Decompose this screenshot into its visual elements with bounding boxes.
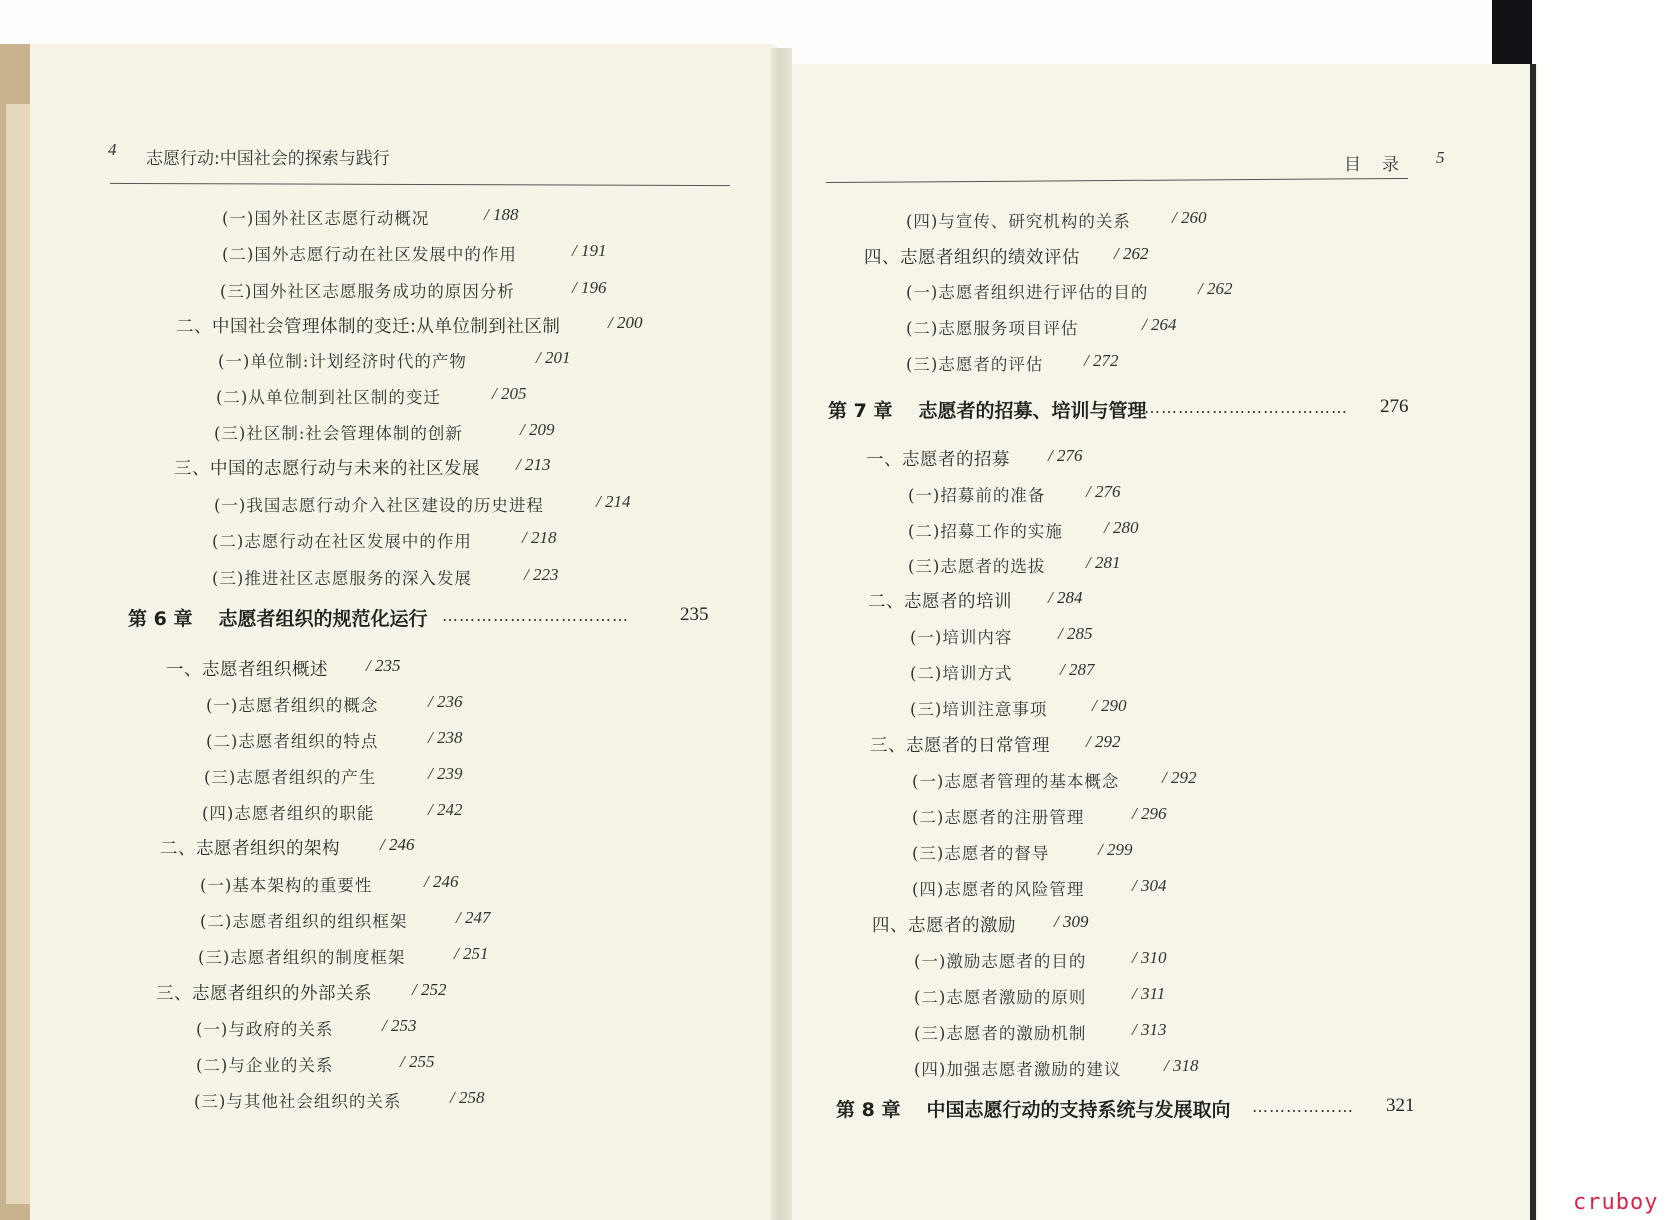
toc-entry: (四)志愿者组织的职能 / 242 xyxy=(202,800,463,823)
left-running-header: 志愿行动:中国社会的探索与践行 xyxy=(146,149,390,169)
toc-chapter-heading: 第 8 章 中国志愿行动的支持系统与发展取向 ……………… 321 xyxy=(836,1095,1415,1121)
toc-entry: (二)国外志愿行动在社区发展中的作用 / 191 xyxy=(222,241,607,264)
toc-entry: (二)培训方式 / 287 xyxy=(910,660,1095,683)
right-page-number: 5 xyxy=(1436,148,1445,167)
cover-inner xyxy=(6,104,32,1204)
toc-entry: (一)单位制:计划经济时代的产物 / 201 xyxy=(218,348,571,371)
toc-entry: (三)志愿者的选拔 / 281 xyxy=(908,553,1121,576)
toc-entry: (四)志愿者的风险管理 / 304 xyxy=(912,876,1167,899)
left-page-number: 4 xyxy=(108,140,117,159)
toc-entry: (三)培训注意事项 / 290 xyxy=(910,696,1127,719)
toc-entry: (二)志愿者组织的特点 / 238 xyxy=(206,728,463,751)
toc-entry: (二)志愿者组织的组织框架 / 247 xyxy=(200,908,491,931)
toc-section: 一、志愿者组织概述 / 235 xyxy=(166,656,401,680)
toc-section: 二、志愿者的培训 / 284 xyxy=(868,588,1083,612)
toc-entry: (一)志愿者组织的概念 / 236 xyxy=(206,692,463,715)
toc-section: 三、中国的志愿行动与未来的社区发展 / 213 xyxy=(174,455,551,479)
toc-entry: (一)激励志愿者的目的 / 310 xyxy=(914,948,1167,971)
page-edge-shadow xyxy=(1530,64,1536,1220)
toc-entry: (一)志愿者组织进行评估的目的 / 262 xyxy=(906,279,1233,302)
toc-entry: (一)志愿者管理的基本概念 / 292 xyxy=(912,768,1197,791)
toc-entry: (二)志愿行动在社区发展中的作用 / 218 xyxy=(212,528,557,551)
toc-entry: (三)志愿者的激励机制 / 313 xyxy=(914,1020,1167,1043)
toc-entry: (二)与企业的关系 / 255 xyxy=(196,1052,435,1075)
toc-section: 二、志愿者组织的架构 / 246 xyxy=(160,835,415,859)
toc-entry: (一)基本架构的重要性 / 246 xyxy=(200,872,459,895)
toc-entry: (三)志愿者的评估 / 272 xyxy=(906,351,1119,374)
toc-section: 四、志愿者组织的绩效评估 / 262 xyxy=(864,244,1149,268)
toc-entry: (二)志愿者激励的原则 / 311 xyxy=(914,984,1166,1007)
toc-entry: (三)志愿者组织的产生 / 239 xyxy=(204,764,463,787)
toc-section: 一、志愿者的招募 / 276 xyxy=(866,446,1083,470)
book-gutter xyxy=(770,48,792,1220)
toc-entry: (二)志愿者的注册管理 / 296 xyxy=(912,804,1167,827)
toc-entry: (一)我国志愿行动介入社区建设的历史进程 / 214 xyxy=(214,492,631,515)
toc-entry: (三)志愿者的督导 / 299 xyxy=(912,840,1133,863)
toc-entry: (四)加强志愿者激励的建议 / 318 xyxy=(914,1056,1199,1079)
toc-section: 四、志愿者的激励 / 309 xyxy=(872,912,1089,936)
toc-entry: (三)与其他社会组织的关系 / 258 xyxy=(194,1088,485,1111)
right-running-header: 目 录 xyxy=(1344,155,1401,175)
toc-entry: (一)国外社区志愿行动概况 / 188 xyxy=(222,205,519,228)
toc-chapter-heading: 第 6 章 志愿者组织的规范化运行 …………………………… 235 xyxy=(128,604,709,630)
toc-entry: (二)志愿服务项目评估 / 264 xyxy=(906,315,1177,338)
toc-entry: (四)与宣传、研究机构的关系 / 260 xyxy=(906,208,1207,231)
toc-section: 二、中国社会管理体制的变迁:从单位制到社区制 / 200 xyxy=(176,313,643,337)
toc-entry: (三)推进社区志愿服务的深入发展 / 223 xyxy=(212,565,559,588)
toc-chapter-heading: 第 7 章 志愿者的招募、培训与管理 ……………………………… 276 xyxy=(828,396,1409,422)
toc-entry: (一)招募前的准备 / 276 xyxy=(908,482,1121,505)
toc-entry: (一)培训内容 / 285 xyxy=(910,624,1093,647)
toc-section: 三、志愿者组织的外部关系 / 252 xyxy=(156,980,447,1004)
toc-section: 三、志愿者的日常管理 / 292 xyxy=(870,732,1121,756)
toc-entry: (三)社区制:社会管理体制的创新 / 209 xyxy=(214,420,555,443)
toc-entry: (二)招募工作的实施 / 280 xyxy=(908,518,1139,541)
toc-entry: (二)从单位制到社区制的变迁 / 205 xyxy=(216,384,527,407)
toc-entry: (一)与政府的关系 / 253 xyxy=(196,1016,417,1039)
toc-entry: (三)志愿者组织的制度框架 / 251 xyxy=(198,944,489,967)
right-page xyxy=(786,64,1538,1220)
scanner-watermark: cruboy xyxy=(1573,1190,1659,1215)
toc-entry: (三)国外社区志愿服务成功的原因分析 / 196 xyxy=(220,278,607,301)
